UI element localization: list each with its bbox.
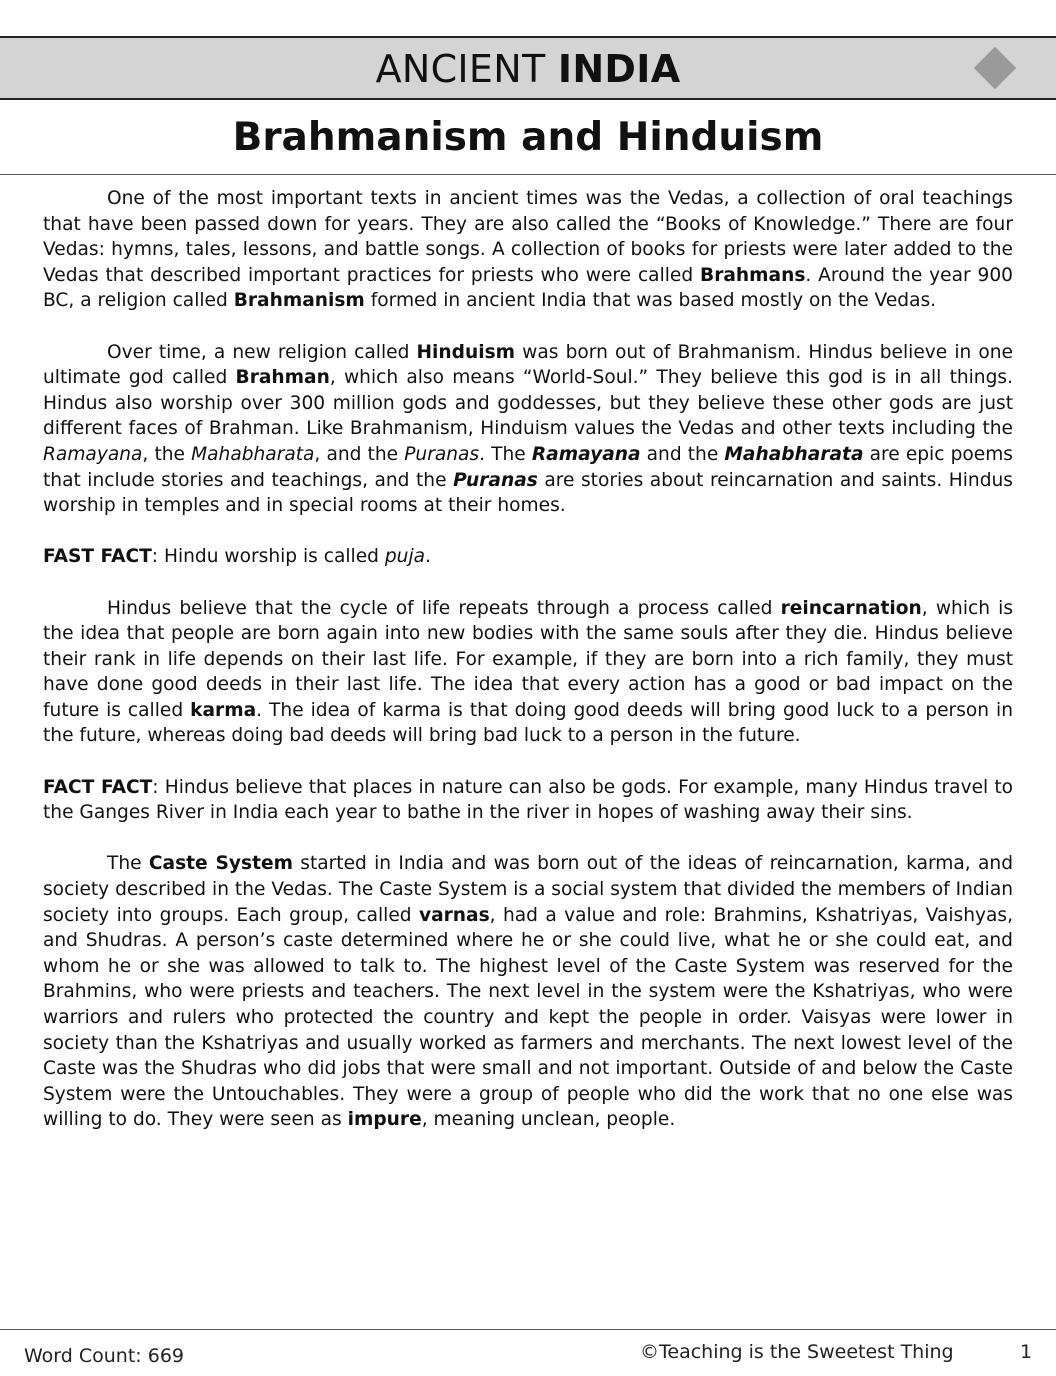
word-count: Word Count: 669 [24,1345,185,1367]
text-run: are epic poems that include stories and teachings, and the [43,443,1013,491]
text-run: Hindus believe that the cycle of life repeats through a process called [107,597,781,619]
title-divider [0,174,1056,175]
text-run: was born out of Brahmanism. Hindus believe in one ultimate god called [43,341,1013,389]
title-mahabharata: Mahabharata [191,443,315,465]
paragraph-vedas [43,186,1013,314]
footer-divider [0,1329,1056,1330]
paragraph-hinduism [43,340,1013,519]
term-impure: impure [347,1109,422,1131]
term-reincarnation: reincarnation [780,597,922,619]
text-run: , which also means “World-Soul.” They believe this god is in all things. Hindus also worship over 300 million gods and goddesses, but they believe these other gods are just different faces of Brahman. Like Brahmanism, Hinduism values the Vedas and other texts including the [43,367,1013,440]
text-run: . Around the year 900 BC, a religion called [43,264,1013,312]
text-run: , meaning unclean, people. [421,1109,676,1131]
term-hinduism: Hinduism [416,341,516,363]
series-header [0,36,1056,100]
title-ramayana: Ramayana [43,443,143,465]
series-title [0,38,1056,98]
text-run: . [425,546,431,568]
text-run: formed in ancient India that was based mostly on the Vedas. [364,290,937,312]
text-run: , which is the idea that people are born again into new bodies with the same souls after they die. Hindus believe their rank in life depends on their last life. For example, if they are born into a rich family, they must have done good deeds in their last life. The idea that every action has a good or bad impact on the future is called [43,597,1014,721]
term-brahmans: Brahmans [700,264,806,286]
text-run: and the [640,443,725,465]
paragraph-reincarnation [43,596,1013,750]
text-run: , had a value and role: Brahmins, Kshatriyas, Vaishyas, and Shudras. A person’s caste determined where he or she could live, what he or she could eat, and whom he or she was allowed to talk to. The highest level of the Caste System was reserved for the Brahmins, who were priests and teachers. The next level in the system were the Kshatriyas, who were warriors and rulers who protected the country and kept the people in order. Vaisyas were lower in society than the Kshatriyas and usually worked as farmers and merchants. The next lowest level of the Caste was the Shudras who did jobs that were small and not important. Outside of and below the Caste System were the Untouchables. They were a group of people who did the work that no one else was willing to do. They were seen as [43,904,1013,1131]
page-title: Brahmanism and Hinduism [232,115,824,160]
term-karma: karma [190,699,257,721]
text-run: The [107,853,149,875]
term-brahmanism: Brahmanism [233,290,365,312]
fast-fact [43,544,1013,570]
text-run: : Hindu worship is called [151,546,385,568]
text-run: . The [479,443,532,465]
term-puranas: Puranas [453,469,538,491]
term-puja: puja [384,546,426,568]
text-run: . The idea of karma is that doing good deeds will bring good luck to a person in the future, whereas doing bad deeds will bring bad luck to a person in the future. [43,699,1014,747]
fact-fact [43,775,1013,826]
copyright-notice: ©Teaching is the Sweetest Thing [640,1341,954,1363]
fast-fact-label: FAST FACT [43,546,152,568]
text-run: are stories about reincarnation and saints. Hindus worship in temples and in special rooms at their homes. [43,469,1013,517]
fact-fact-label: FACT FACT [43,776,153,798]
text-run: One of the most important texts in ancient times was the Vedas, a collection of oral teachings that have been passed down for years. They are also called the “Books of Knowledge.” There are four Vedas: hymns, tales, lessons, and battle songs. A collection of books for priests were later added to the Vedas that described important practices for priests who were called [43,188,1013,286]
text-run: : Hindus believe that places in nature can also be gods. For example, many Hindus travel to the Ganges River in India each year to bathe in the river in hopes of washing away their sins. [43,776,1014,824]
term-caste-system: Caste System [148,853,293,875]
text-run: Over time, a new religion called [107,341,417,363]
series-title-india: INDIA [557,47,681,91]
article-body [43,186,1013,1159]
term-ramayana: Ramayana [531,443,641,465]
page-number: 1 [1020,1341,1033,1363]
paragraph-caste-system [43,851,1013,1133]
text-run: started in India and was born out of the ideas of reincarnation, karma, and society described in the Vedas. The Caste System is a social system that divided the members of Indian society into groups. Each group, called [43,853,1013,926]
title-puranas: Puranas [404,443,480,465]
text-run: , and the [314,443,405,465]
term-varnas: varnas [418,904,490,926]
text-run: , the [142,443,192,465]
term-mahabharata: Mahabharata [724,443,864,465]
term-brahman: Brahman [235,367,330,389]
series-title-ancient: ANCIENT [375,47,546,91]
